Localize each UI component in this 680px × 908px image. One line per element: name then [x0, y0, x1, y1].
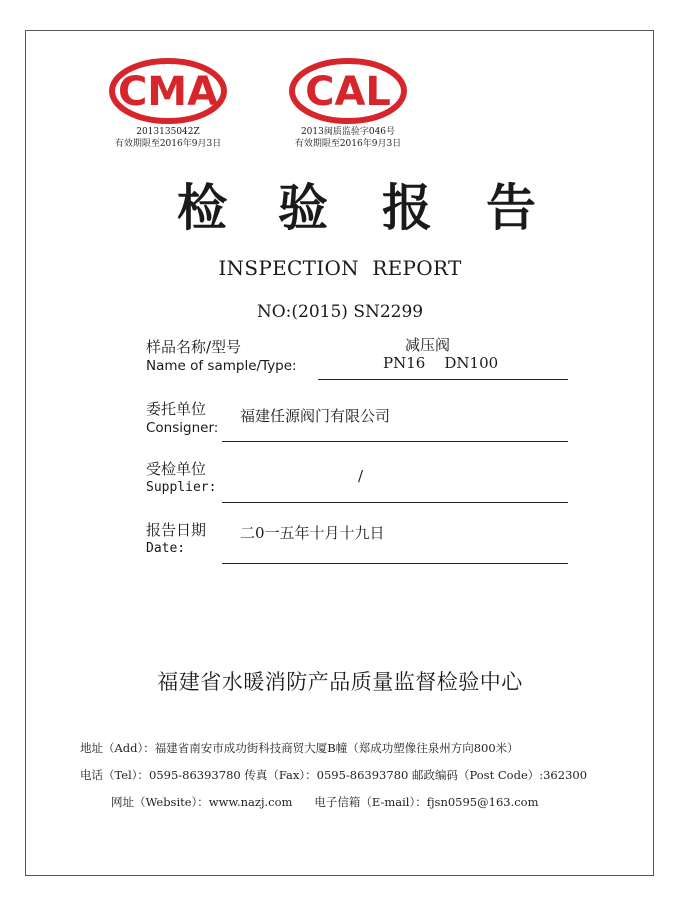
cma-validity: 有效期限至2016年9月3日: [114, 139, 222, 149]
consigner-label-en: Consigner:: [146, 420, 219, 436]
report-title-en: INSPECTION REPORT: [218, 256, 462, 280]
cal-validity: 有效期限至2016年9月3日: [294, 139, 402, 149]
footer-web-email: 网址（Website）：www.nazj.com 电子信箱（E-mail）：fjsn0595@163.com: [111, 795, 539, 809]
cma-number: 2013135042Z: [136, 127, 200, 137]
date-underline: [222, 563, 568, 564]
title-char-4: 告: [486, 179, 536, 237]
title-char-3: 报: [382, 179, 432, 237]
cal-number: 2013闽质监验字046号: [300, 127, 396, 137]
footer-phone: 电话（Tel）：0595-86393780 传真（Fax）：0595-86393780 邮政编码（Post Code）:362300: [80, 768, 588, 782]
cal-logo-icon: [288, 58, 408, 124]
cal-logo-text: CAL: [305, 69, 391, 115]
supplier-label-en: Supplier:: [146, 480, 217, 495]
consigner-underline: [222, 441, 568, 442]
consigner-value: 福建任源阀门有限公司: [240, 407, 391, 425]
sample-label-en: Name of sample/Type:: [146, 358, 297, 374]
date-label-cn: 报告日期: [146, 521, 207, 539]
cma-logo-icon: [108, 58, 228, 124]
sample-value-name: 减压阀: [405, 336, 451, 354]
supplier-value: /: [358, 467, 364, 485]
date-label-en: Date:: [146, 541, 186, 556]
sample-value-type: PN16 DN100: [383, 354, 499, 372]
supplier-label-cn: 受检单位: [146, 460, 207, 478]
consigner-label-cn: 委托单位: [146, 400, 207, 418]
cma-logo-text: CMA: [117, 69, 219, 115]
title-char-1: 检: [177, 179, 227, 237]
title-char-2: 验: [278, 179, 328, 237]
sample-underline: [318, 379, 568, 380]
report-number: NO:(2015) SN2299: [256, 302, 424, 322]
supplier-underline: [222, 502, 568, 503]
date-value: 二0一五年十月十九日: [240, 524, 385, 542]
footer-address: 地址（Add）：福建省南安市成功街科技商贸大厦B幢（郑成功塑像往泉州方向800米）: [80, 741, 519, 755]
issuer-name: 福建省水暖消防产品质量监督检验中心: [157, 670, 523, 694]
sample-label-cn: 样品名称/型号: [146, 338, 242, 356]
